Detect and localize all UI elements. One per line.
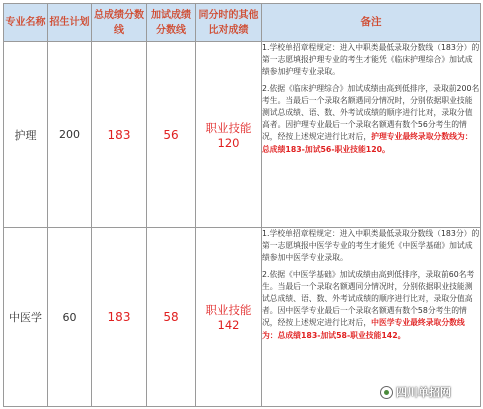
plan-cell: 200 [48, 42, 92, 228]
watermark-text: 四川单招网 [396, 386, 451, 399]
notes-paragraph-1: 1.学校单招章程规定：进入中职类最低录取分数线（183分）的第一志愿填报护理专业的考生才能凭《临床护理综合》加试成绩参加护理专业录取。 [262, 43, 480, 77]
wechat-logo-icon [380, 386, 393, 399]
tie-rule-cell: 职业技能120 [196, 42, 262, 228]
notes-paragraph-2-text: 2.依据《中医学基础》加试成绩由高到低排序，录取前60名考生。当最后一个录取名额遇同分情况时，分别依据职业技能测试总成绩、语、数、外考试成绩的顺序进行比对，录取分值高者。因中医学专业最后一个录取名额遇有数个58分考生的情况，经按上述规定进行比对后， [262, 269, 475, 328]
total-min-cell: 183 [92, 42, 147, 228]
notes-cell [262, 42, 481, 228]
extra-min-cell: 58 [147, 228, 196, 407]
header-extra-min: 加试成绩分数线 [147, 4, 196, 42]
notes-paragraph-2 [262, 83, 480, 156]
notes-cell [262, 228, 481, 407]
admission-score-table [3, 3, 481, 407]
header-notes: 备注 [262, 4, 481, 42]
final-cutoff-note: 中医学专业最终录取分数线为：总成绩183-加试58-职业技能142。 [262, 318, 465, 340]
total-min-cell: 183 [92, 228, 147, 407]
table-row [4, 42, 481, 228]
table-row [4, 228, 481, 407]
final-cutoff-note: 护理专业最终录取分数线为：总成绩183-加试56-职业技能120。 [262, 132, 473, 154]
watermark [380, 384, 451, 400]
extra-min-cell: 56 [147, 42, 196, 228]
major-cell: 中医学 [4, 228, 48, 407]
major-cell: 护理 [4, 42, 48, 228]
notes-paragraph-1: 1.学校单招章程规定：进入中职类最低录取分数线（183分）的第一志愿填报中医学专业的考生才能凭《中医学基础》加试成绩参加中医学专业录取。 [262, 229, 480, 263]
header-tie-rule: 同分时的其他比对成绩 [196, 4, 262, 42]
plan-cell: 60 [48, 228, 92, 407]
notes-paragraph-2-text: 2.依据《临床护理综合》加试成绩由高到低排序，录取前200名考生。当最后一个录取名额遇同分情况时，分别依据职业技能测试总成绩、语、数、外考试成绩的顺序进行比对，录取分值高者。因护理专业最后一个录取名额遇有数个56分考生的情况，经按上述规定进行比对后， [262, 83, 480, 142]
header-plan: 招生计划 [48, 4, 92, 42]
notes-paragraph-2 [262, 269, 480, 342]
tie-rule-cell: 职业技能142 [196, 228, 262, 407]
header-total-min: 总成绩分数线 [92, 4, 147, 42]
header-major: 专业名称 [4, 4, 48, 42]
header-row [4, 4, 481, 42]
